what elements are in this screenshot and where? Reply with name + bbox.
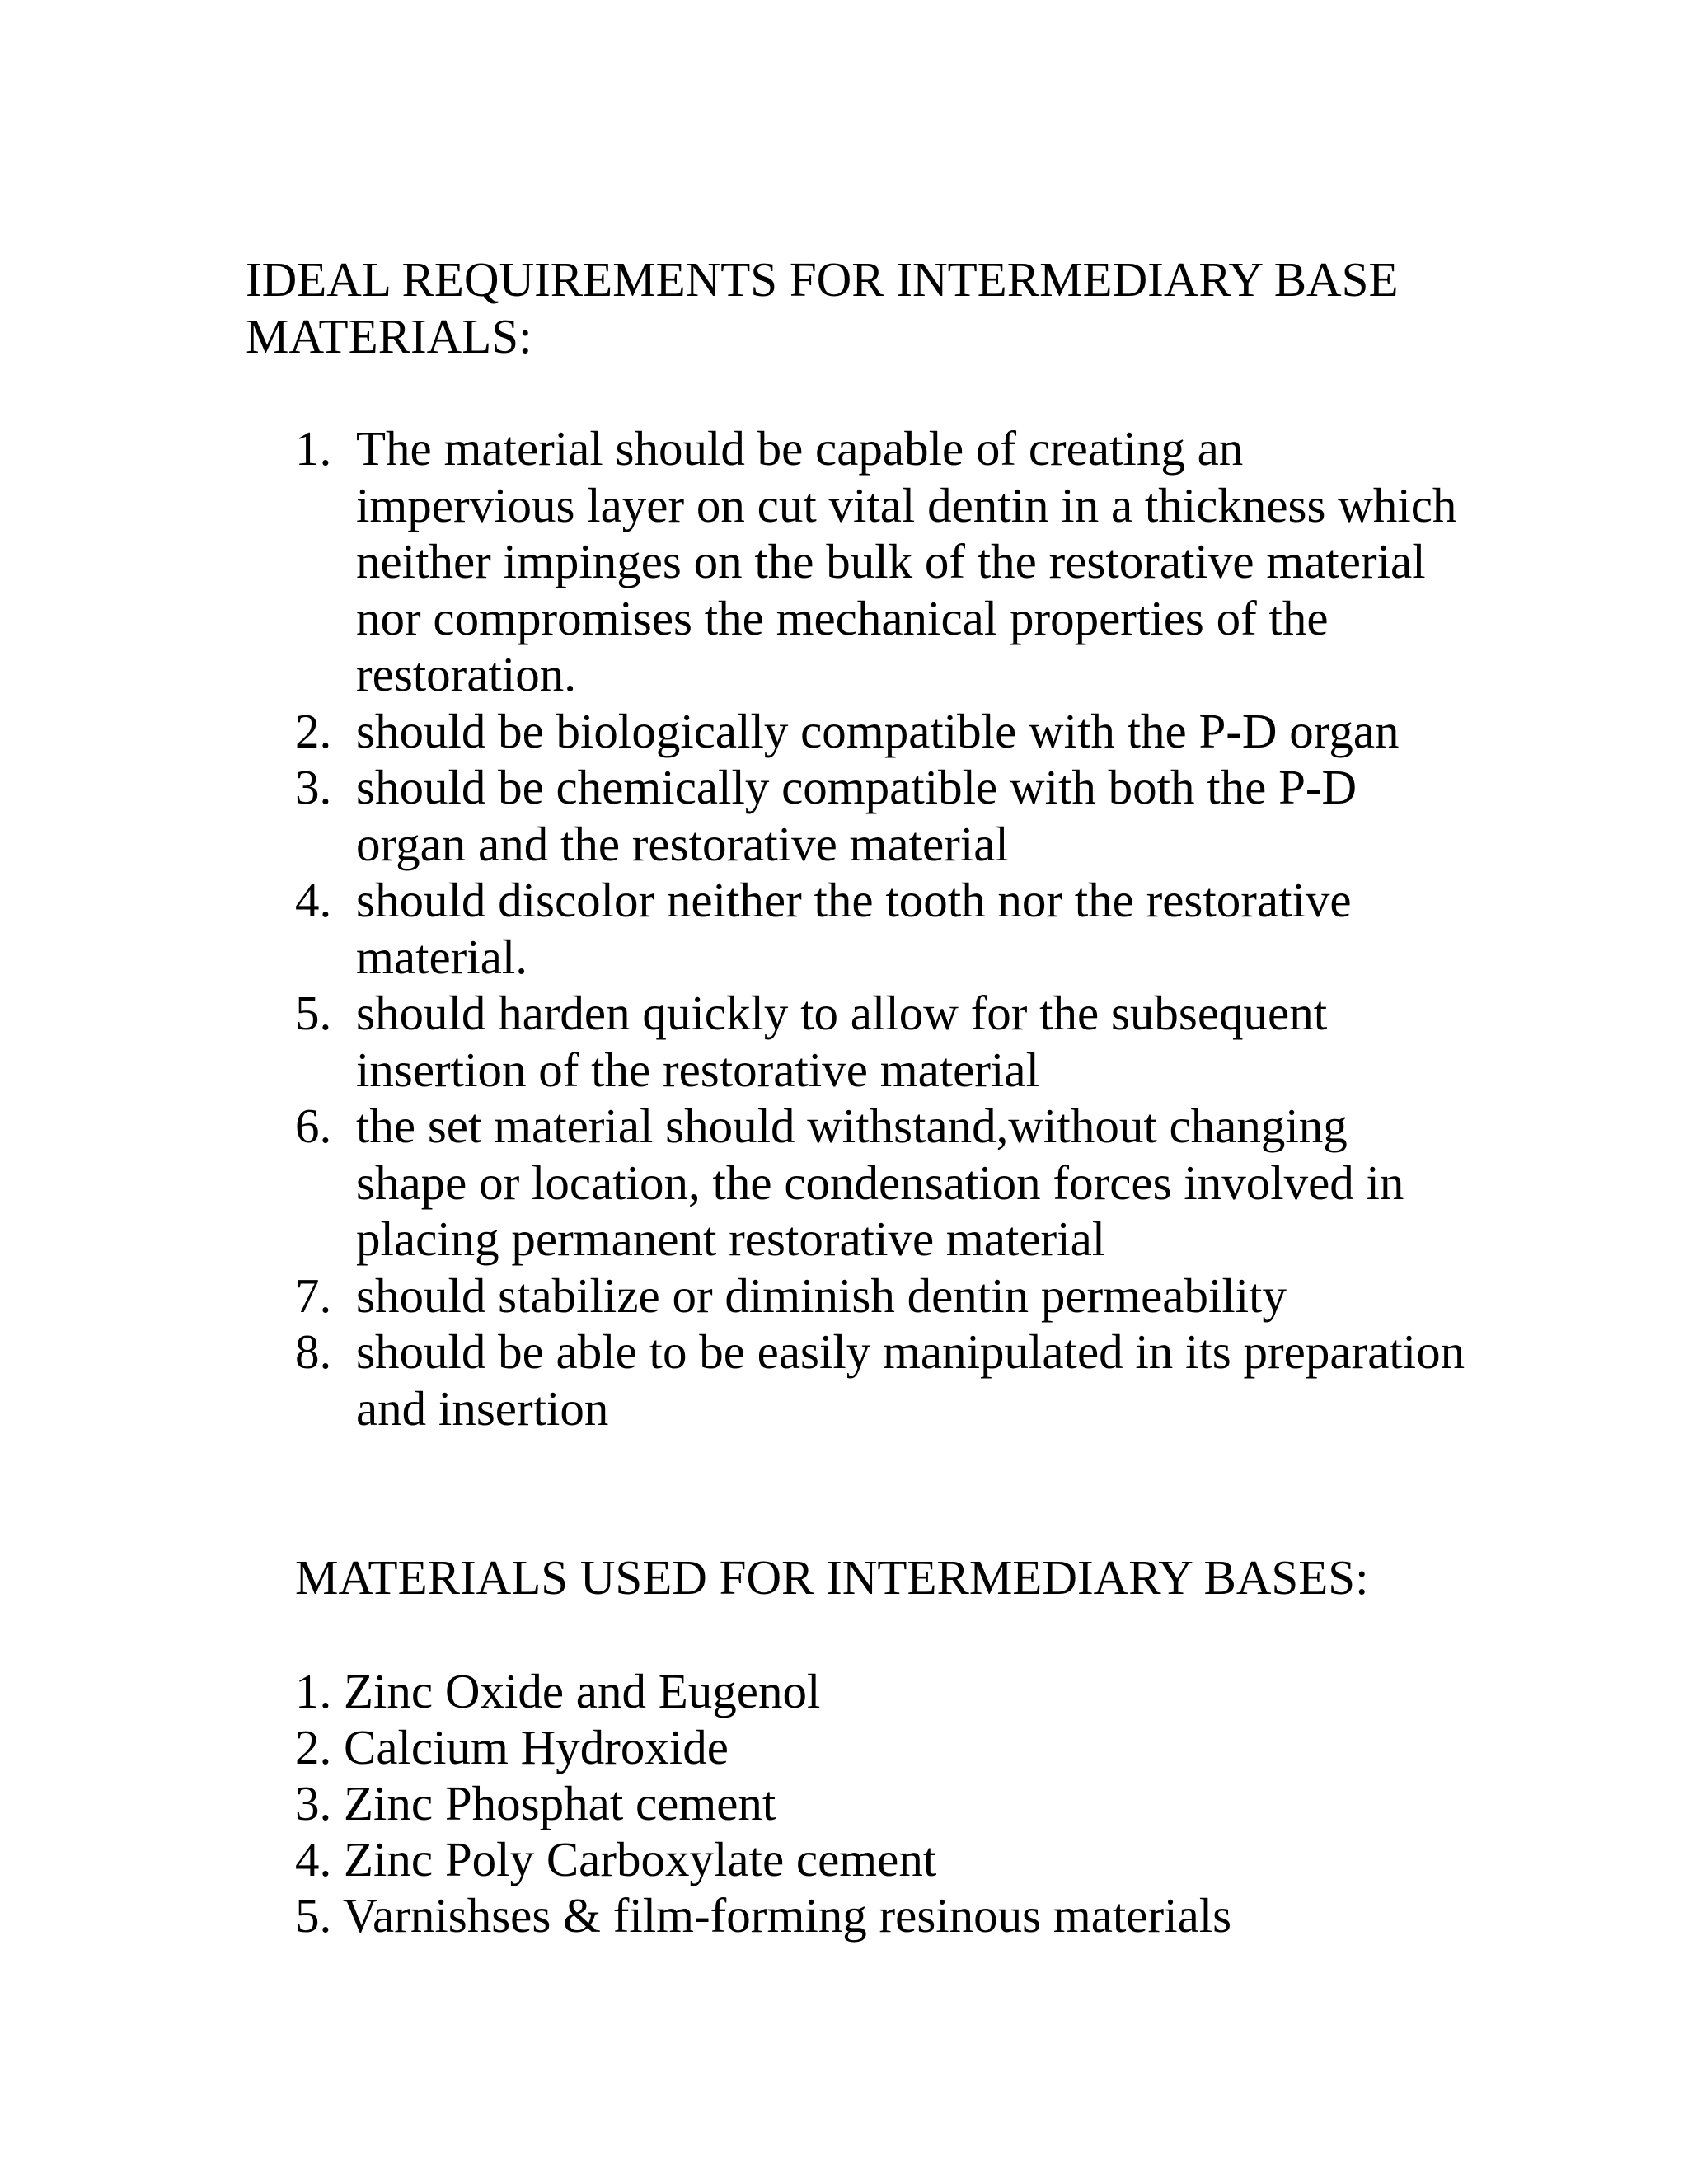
list-text: should stabilize or diminish dentin permeability [356, 1268, 1287, 1323]
list-text: should harden quickly to allow for the subsequent insertion of the restorative material [356, 986, 1328, 1097]
list-text: should discolor neither the tooth nor the restorative material. [356, 873, 1352, 984]
list-item [295, 985, 1465, 1098]
list-number: 4. [295, 873, 332, 927]
list-item: 3. Zinc Phosphat cement [295, 1776, 776, 1830]
list-number: 5. [295, 986, 332, 1040]
list-text: the set material should withstand,without changing shape or location, the condensation forces involved in placing permanent restorative material [356, 1099, 1404, 1266]
requirements-list [295, 420, 1465, 1436]
list-number: 1. [295, 421, 332, 476]
list-item: 2. Calcium Hydroxide [295, 1720, 729, 1774]
list-item [295, 759, 1465, 872]
materials-heading: MATERIALS USED FOR INTERMEDIARY BASES: [295, 1550, 1369, 1605]
list-number: 7. [295, 1268, 332, 1323]
list-item [295, 1268, 1465, 1324]
list-text: should be biologically compatible with the P-D organ [356, 703, 1400, 758]
list-number: 8. [295, 1324, 332, 1379]
list-item: 1. Zinc Oxide and Eugenol [295, 1664, 821, 1718]
list-item [295, 703, 1465, 760]
list-text: should be chemically compatible with both the P-D organ and the restorative material [356, 760, 1357, 871]
list-item: 4. Zinc Poly Carboxylate cement [295, 1832, 937, 1886]
materials-list [295, 1663, 1498, 1943]
list-item [295, 1098, 1465, 1268]
list-text: should be able to be easily manipulated in its preparation and insertion [356, 1324, 1465, 1436]
list-text: The material should be capable of creating an impervious layer on cut vital dentin in a thickness which neither impinges on the bulk of the restorative material nor compromises the mechanical properties of the restoration. [356, 421, 1457, 701]
list-number: 2. [295, 703, 332, 758]
requirements-heading: IDEAL REQUIREMENTS FOR INTERMEDIARY BASE MATERIALS: [246, 252, 1399, 363]
list-item [295, 872, 1465, 985]
list-number: 3. [295, 760, 332, 814]
list-item: 5. Varnishses & film-forming resinous materials [295, 1888, 1232, 1943]
list-item [295, 1324, 1465, 1436]
list-number: 6. [295, 1099, 332, 1153]
list-item [295, 420, 1465, 703]
